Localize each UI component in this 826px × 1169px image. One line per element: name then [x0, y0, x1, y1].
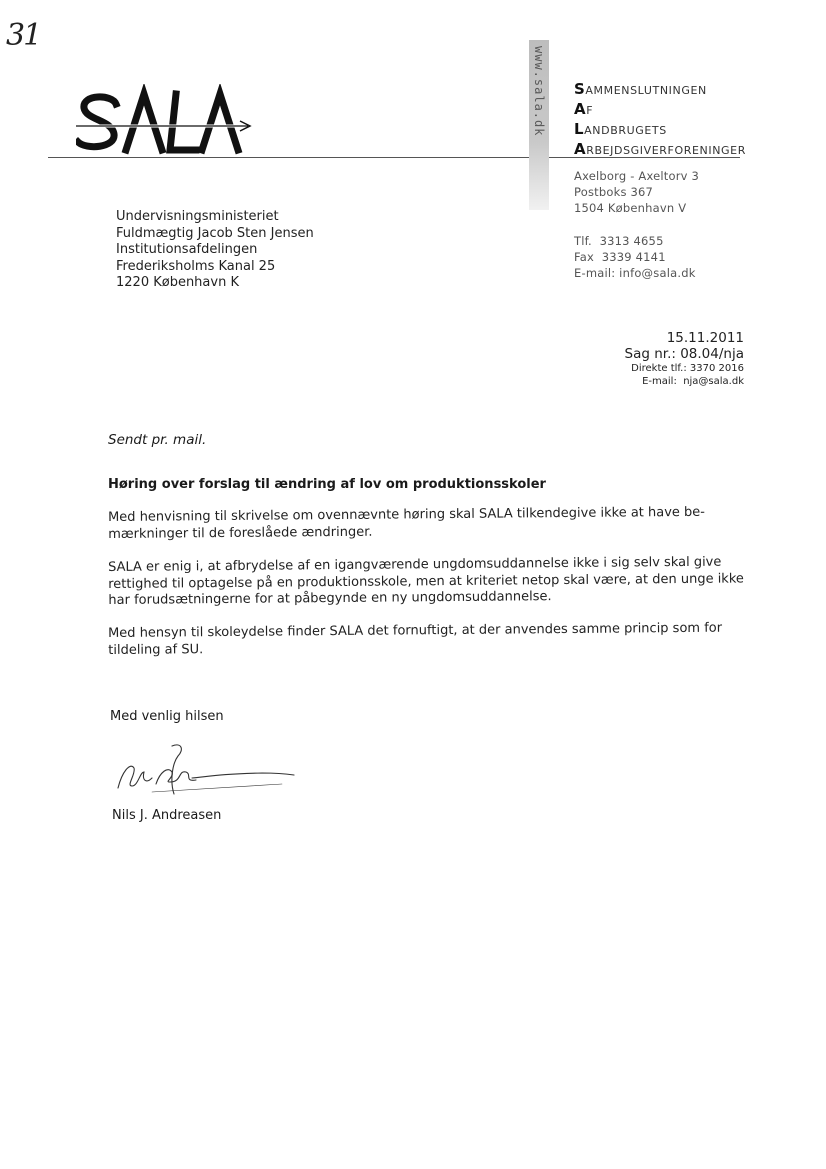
org-line: ARBEJDSGIVERFORENINGER — [574, 140, 746, 158]
body-paragraph: Med henvisning til skrivelse om ovennævnte høring skal SALA tilkendegive ikke at have be- mærkninger til de foreslåede ændringer. — [108, 504, 706, 542]
case-number: Sag nr.: 08.04/nja — [624, 346, 744, 362]
page-number: 31 — [6, 18, 41, 53]
org-email: E-mail: info@sala.dk — [574, 266, 696, 280]
org-line: AF — [574, 100, 594, 118]
closing: Med venlig hilsen — [110, 709, 224, 724]
recipient-address — [116, 209, 314, 292]
recipient-line: Institutionsafdelingen — [116, 242, 258, 257]
website-text: www.sala.dk — [532, 46, 546, 137]
recipient-line: Undervisningsministeriet — [116, 209, 279, 224]
sent-note: Sendt pr. mail. — [108, 432, 207, 448]
direct-phone: Direkte tlf.: 3370 2016 — [631, 363, 744, 374]
address-line: Axelborg - Axeltorv 3 — [574, 169, 700, 183]
org-fax: Fax 3339 4141 — [574, 250, 666, 264]
org-name — [574, 80, 746, 160]
org-address — [574, 168, 699, 216]
signer-name: Nils J. Andreasen — [112, 808, 222, 823]
signature — [112, 742, 302, 804]
body-paragraph: Med hensyn til skoleydelse finder SALA det fornuftigt, at der anvendes samme princip som for tildeling af SU. — [108, 620, 723, 658]
org-line: LANDBRUGETS — [574, 120, 667, 138]
address-line: 1504 København V — [574, 201, 687, 215]
recipient-line: Fuldmægtig Jacob Sten Jensen — [116, 225, 314, 241]
sala-logo — [76, 84, 256, 160]
letter-date: 15.11.2011 — [666, 330, 744, 346]
recipient-line: Frederiksholms Kanal 25 — [116, 258, 276, 274]
body-paragraph: SALA er enig i, at afbrydelse af en igangværende ungdomsuddannelse ikke i sig selv skal give rettighed til optagelse på en produktionsskole, men at kriteriet netop skal være, at den unge ikke har forudsætningerne for at påbegynde en ny ungdomsuddannelse. — [108, 554, 744, 608]
sender-email: E-mail: nja@sala.dk — [642, 376, 744, 387]
website-strip — [529, 40, 549, 210]
org-phone: Tlf. 3313 4655 — [574, 234, 664, 248]
org-contact — [574, 233, 696, 281]
letter-subject: Høring over forslag til ændring af lov om produktionsskoler — [108, 477, 546, 492]
address-line: Postboks 367 — [574, 185, 654, 199]
org-line: SAMMENSLUTNINGEN — [574, 80, 707, 98]
recipient-line: 1220 København K — [116, 275, 239, 290]
